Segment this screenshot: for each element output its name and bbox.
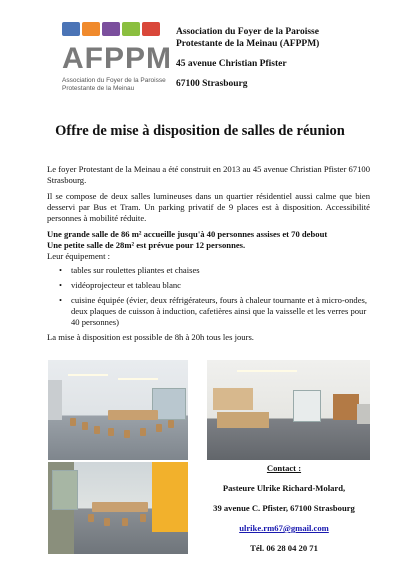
paragraph-construction: Le foyer Protestant de la Meinau a été construit en 2013 au 45 avenue Christian Pfister 67100 Strasbourg. xyxy=(47,164,370,185)
list-item: • cuisine équipée (évier, deux réfrigérateurs, fours à chaleur tournante et à micro-ondes, deux plaques de cuisson à induction, cafetières ainsi que la vaisselle et les verres pour 40 personnes) xyxy=(71,295,370,328)
equipment-intro: Leur équipement : xyxy=(47,251,110,261)
contact-address: 39 avenue C. Pfister, 67100 Strasbourg xyxy=(213,503,355,513)
photo-large-room xyxy=(48,360,188,460)
contact-email-link[interactable]: ulrike.rm67@gmail.com xyxy=(239,523,329,533)
logo-subtitle: Association du Foyer de la Paroisse Protestante de la Meinau xyxy=(62,77,166,92)
org-name-line1: Association du Foyer de la Paroisse xyxy=(176,27,319,37)
contact-phone: Tél. 06 28 04 20 71 xyxy=(250,543,318,553)
large-room-info: Une grande salle de 86 m² accueille jusqu'à 40 personnes assises et 70 debout xyxy=(47,229,328,239)
logo-text: AFPPM xyxy=(62,42,172,75)
logo-color-bars xyxy=(62,22,162,42)
contact-name: Pasteure Ulrike Richard-Molard, xyxy=(222,483,346,493)
org-name-line2: Protestante de la Meinau (AFPPM) xyxy=(176,39,320,49)
photo-small-room xyxy=(48,462,188,554)
contact-heading: Contact : xyxy=(266,463,302,473)
list-item: • tables sur roulettes pliantes et chaises xyxy=(71,265,370,276)
document-body xyxy=(47,164,370,348)
availability-text: La mise à disposition est possible de 8h à 20h tous les jours. xyxy=(47,332,254,342)
afppm-logo xyxy=(62,22,172,102)
org-city: 67100 Strasbourg xyxy=(176,79,248,89)
contact-block xyxy=(196,463,372,563)
paragraph-description: Il se compose de deux salles lumineuses dans un quartier résidentiel aussi calme que bien desservi par Bus et Tram. Un parking privatif de 9 places est à disposition. Accessibilité personnes à mobilité réduite. xyxy=(47,191,370,223)
photo-kitchen xyxy=(207,360,370,460)
organisation-header xyxy=(176,26,376,90)
list-item: • vidéoprojecteur et tableau blanc xyxy=(71,280,370,291)
page-title: Offre de mise à disposition de salles de réunion xyxy=(55,123,345,139)
org-address: 45 avenue Christian Pfister xyxy=(176,59,287,69)
small-room-info: Une petite salle de 28m² est prévue pour 12 personnes. xyxy=(47,240,246,250)
equipment-list xyxy=(47,265,370,328)
